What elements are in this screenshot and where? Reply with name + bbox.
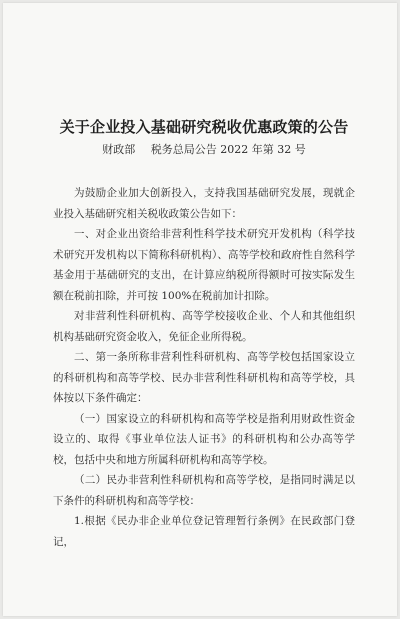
document-body [53, 116, 355, 552]
paragraph: 二、第一条所称非营利性科研机构、高等学校包括国家设立的科研机构和高等学校、民办非营利性科研机构和高等学校，具体按以下条件确定： [53, 351, 355, 404]
issuer: 财政部 [102, 143, 136, 156]
paragraph: 1.根据《民办非企业单位登记管理暂行条例》在民政部门登记， [53, 515, 355, 548]
document-title: 关于企业投入基础研究税收优惠政策的公告 [59, 118, 349, 136]
paragraph: 为鼓励企业加大创新投入，支持我国基础研究发展，现就企业投入基础研究相关税收政策公告如下： [53, 187, 355, 220]
doc-number: 税务总局公告 2022 年第 32 号 [150, 143, 306, 156]
document-subtitle [53, 141, 355, 157]
paragraph: 对非营利性科研机构、高等学校接收企业、个人和其他组织机构基础研究资金收入，免征企业所得税。 [53, 310, 355, 343]
document-page [3, 3, 397, 616]
paragraph: 一、对企业出资给非营利性科学技术研究开发机构（科学技术研究开发机构以下简称科研机构）、高等学校和政府性自然科学基金用于基础研究的支出，在计算应纳税所得额时可按实际发生额在税前扣除，并可按 100%在税前加计扣除。 [53, 228, 355, 302]
paragraph: （一）国家设立的科研机构和高等学校是指利用财政性资金设立的、取得《事业单位法人证书》的科研机构和公办高等学校，包括中央和地方所属科研机构和高等学校。 [53, 412, 355, 466]
paragraph: （二）民办非营利性科研机构和高等学校，是指同时满足以下条件的科研机构和高等学校： [53, 474, 355, 507]
